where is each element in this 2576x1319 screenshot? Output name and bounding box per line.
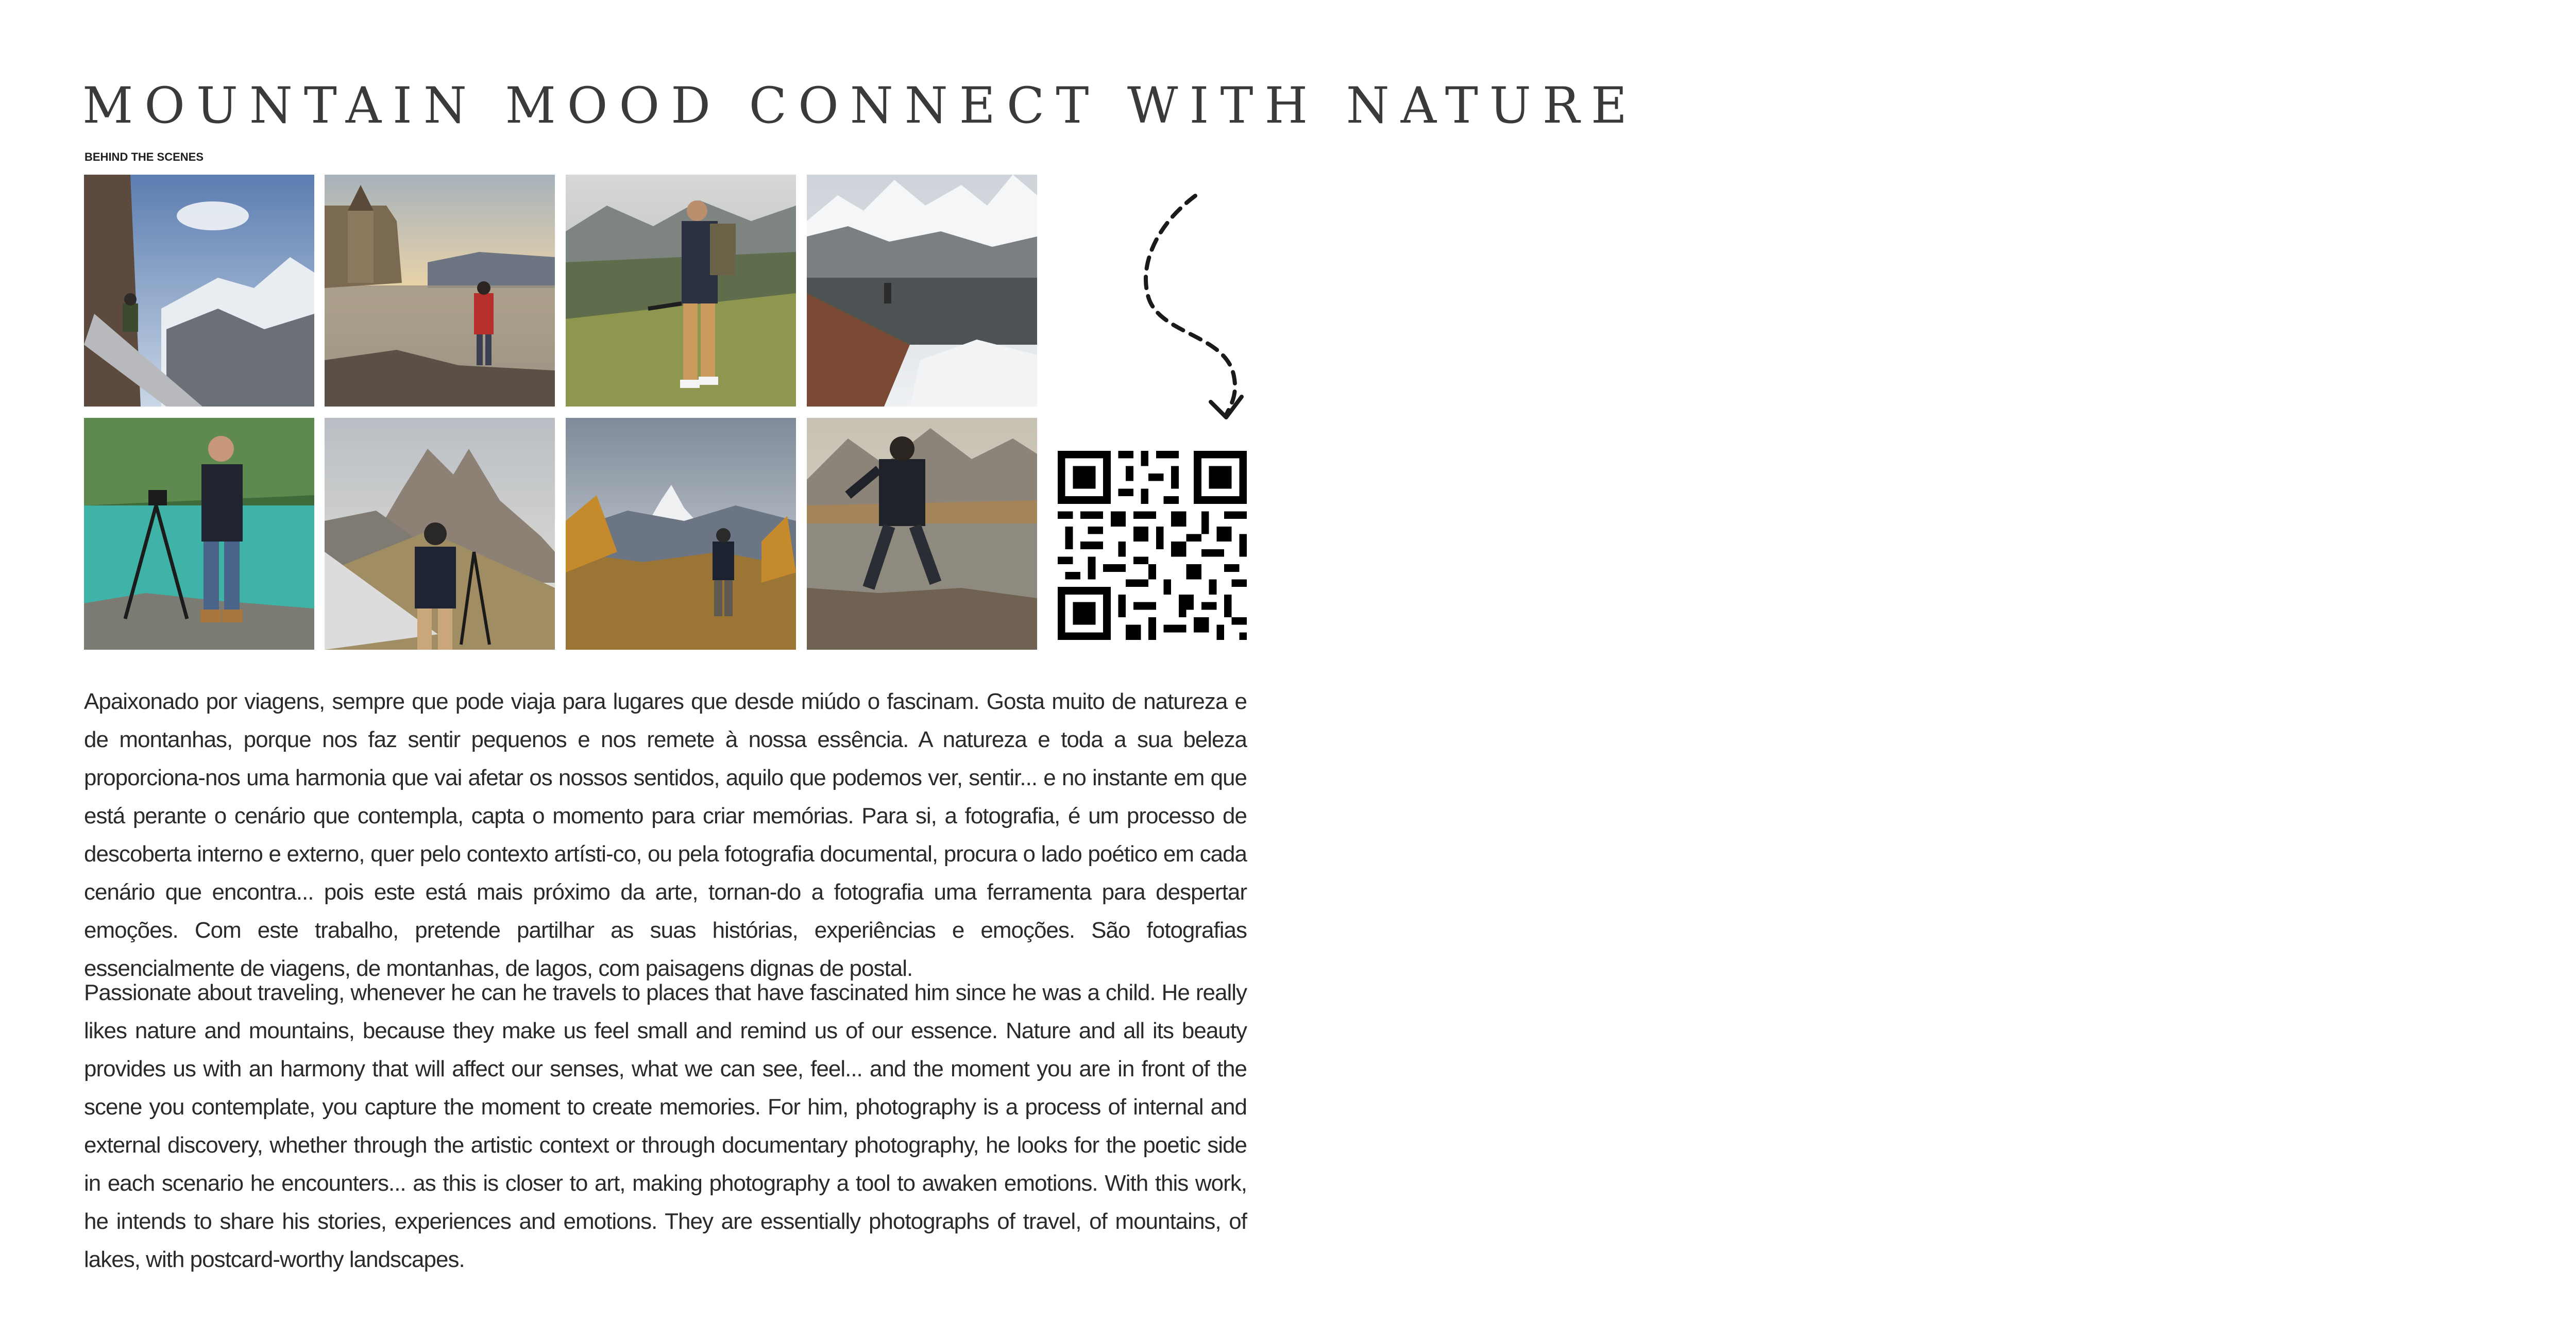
hiker-with-tripod-photo-icon <box>566 175 796 407</box>
suspension-bridge-photo-icon <box>84 175 314 407</box>
page-title: MOUNTAIN MOOD CONNECT WITH NATURE <box>82 77 1639 134</box>
matterhorn-autumn-photo-icon <box>566 418 796 650</box>
turquoise-lake-photo-icon <box>84 418 314 650</box>
dashed-curved-arrow-icon <box>1123 185 1257 422</box>
paragraph-portuguese: Apaixonado por viagens, sempre que pode viaja para lugares que desde miúdo o fascinam. Gosta muito de natureza e de montanhas, porque nos faz sentir pequenos e nos remete à nossa essência. A natureza e toda a sua beleza proporciona-nos uma harmonia que vai afetar os nossos sentidos, aquilo que podemos ver, sentir... e no instante em que está perante o cenário que contempla, capta o momento para criar memórias. Para si, a fotografia, é um processo de descoberta interno e externo, quer pelo contexto artísti-co, ou pela fotografia documental, procura o lado poético em cada cenário que encontra... pois este está mais próximo da arte, tornan-do a fotografia uma ferramenta para despertar emoções. Com este trabalho, pretende partilhar as suas histórias, experiências e emoções. São fotografias essencialmente de viagens, de montanhas, de lagos, com paisagens dignas de postal. <box>84 689 1247 981</box>
dolomites-ridge-photo-icon <box>325 418 555 650</box>
alpine-lake-jump-photo-icon <box>807 418 1037 650</box>
snowy-peaks-viewpoint-photo-icon <box>807 175 1037 407</box>
qr-code-icon[interactable] <box>1058 451 1247 640</box>
castle-lake-photo-icon <box>325 175 555 407</box>
paragraph-english: Passionate about traveling, whenever he can he travels to places that have fascinated him since he was a child. He really likes nature and mountains, because they make us feel small and remind us of our essence. Nature and all its beauty provides us with an harmony that will affect our senses, what we can see, feel... and the moment you are in front of the scene you contemplate, you capture the moment to create memories. For him, photography is a process of internal and external discovery, whether through the artistic context or through documentary photography, he looks for the poetic side in each scenario he encounters... as this is closer to art, making photography a tool to awaken emotions. With this work, he intends to share his stories, experiences and emotions. They are essentially photographs of travel, of mountains, of lakes, with postcard-worthy landscapes. <box>84 980 1247 1272</box>
section-subtitle: BEHIND THE SCENES <box>84 150 204 163</box>
